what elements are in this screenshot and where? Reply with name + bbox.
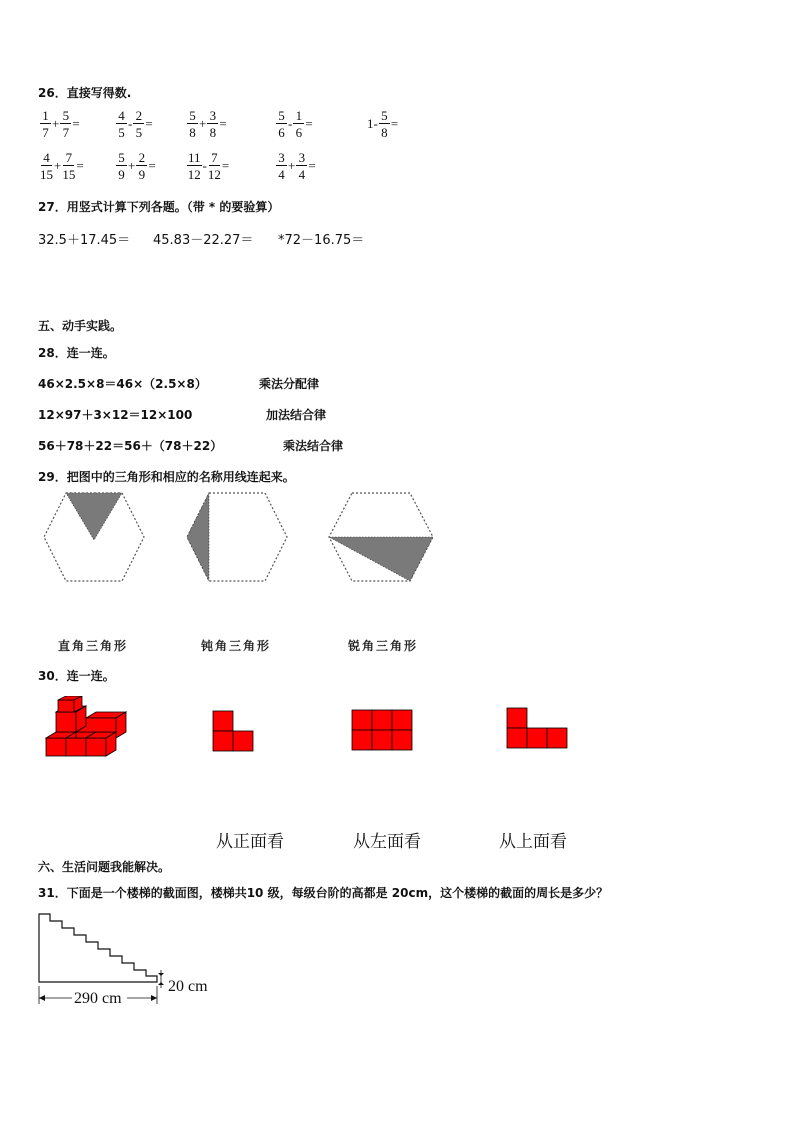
- q26-title: 26．直接写得数.: [38, 86, 132, 100]
- equals-sign: =: [221, 158, 230, 173]
- fraction: [187, 151, 202, 181]
- fraction-item: [187, 151, 230, 181]
- fraction: [207, 109, 218, 139]
- shaded-triangle-3: [329, 537, 433, 581]
- q28-law-3: 乘法结合律: [283, 439, 344, 453]
- fraction: [296, 151, 307, 181]
- q29-name-2: 钝角三角形: [201, 639, 272, 653]
- fraction: [208, 151, 221, 181]
- operator: +: [199, 116, 207, 131]
- q28-law-2: 加法结合律: [266, 408, 327, 422]
- fraction-item: [187, 109, 228, 139]
- operator: +: [128, 158, 136, 173]
- fraction: [293, 109, 304, 139]
- q28-expression-3: 56＋78＋22＝56＋（78＋22）: [38, 439, 223, 453]
- denominator: 8: [381, 125, 388, 140]
- denominator: 15: [40, 167, 53, 182]
- equals-sign: =: [390, 116, 399, 131]
- numerator: 11: [188, 150, 201, 165]
- view-shape-3: [506, 707, 570, 749]
- numerator: 3: [276, 151, 287, 166]
- q29-name-1: 直角三角形: [58, 639, 129, 653]
- numerator: 2: [133, 109, 144, 124]
- top-cube-front: [58, 700, 74, 712]
- q28-expression-2: 12×97＋3×12＝12×100: [38, 408, 193, 422]
- lead-term: 1-: [367, 116, 378, 131]
- denominator: 7: [42, 125, 49, 140]
- denominator: 15: [62, 167, 76, 182]
- denominator: 4: [278, 167, 285, 182]
- fraction: [62, 151, 75, 181]
- view-shape-1: [212, 710, 256, 752]
- fraction-item: [40, 109, 81, 139]
- denominator: 7: [62, 125, 70, 140]
- denominator: 5: [135, 125, 143, 140]
- fraction-item: [116, 109, 154, 139]
- view-shape-2: [351, 709, 413, 751]
- shaded-triangle-1: [66, 493, 122, 540]
- numerator: 3: [296, 151, 307, 166]
- numerator: 4: [41, 151, 52, 166]
- denominator: 6: [295, 125, 303, 140]
- operator: -: [288, 116, 293, 131]
- numerator: 5: [116, 151, 127, 166]
- numerator: 5: [60, 109, 71, 124]
- numerator: 7: [209, 151, 220, 166]
- hexagon-figure-1: [40, 490, 148, 584]
- q28-law-1: 乘法分配律: [259, 377, 320, 391]
- denominator: 9: [138, 167, 146, 182]
- q30-view-top: 从上面看: [499, 832, 567, 852]
- denominator: 8: [189, 125, 196, 140]
- fraction: [40, 151, 53, 181]
- fraction-item: [276, 151, 317, 181]
- fraction: [60, 109, 71, 139]
- fraction: [40, 109, 51, 139]
- fraction: [136, 151, 147, 181]
- numerator: 5: [187, 109, 198, 124]
- q28-expression-1: 46×2.5×8＝46×（2.5×8）: [38, 377, 207, 391]
- numerator: 3: [207, 109, 218, 124]
- fraction-item: [40, 151, 85, 181]
- hexagon-figure-3: [325, 490, 437, 584]
- fraction-item: [366, 109, 399, 139]
- q28-title: 28．连一连。: [38, 346, 115, 360]
- numerator: 1: [40, 109, 51, 124]
- q29-title: 29．把图中的三角形和相应的名称用线连起来。: [38, 470, 295, 484]
- q27-item-1: 32.5＋17.45＝: [38, 233, 131, 248]
- section-6-heading: 六、生活问题我能解决。: [38, 860, 171, 874]
- denominator: 5: [118, 125, 125, 140]
- fraction: [276, 109, 287, 139]
- section-5-heading: 五、动手实践。: [38, 319, 123, 333]
- q27-title: 27．用竖式计算下列各题。（带 * 的要验算）: [38, 200, 280, 214]
- cube-stack-figure: [44, 696, 128, 758]
- q27-item-2: 45.83－22.27＝: [153, 233, 254, 248]
- operator: +: [52, 116, 60, 131]
- stair-height-label: 20 cm: [168, 978, 208, 995]
- fraction: [116, 151, 127, 181]
- numerator: 2: [136, 151, 147, 166]
- denominator: 9: [118, 167, 125, 182]
- fraction: [379, 109, 390, 139]
- equals-sign: =: [72, 116, 80, 131]
- fraction: [116, 109, 127, 139]
- fraction: [133, 109, 144, 139]
- denominator: 6: [278, 125, 285, 140]
- q29-name-3: 锐角三角形: [348, 639, 419, 653]
- q31-title: 31．下面是一个楼梯的截面图，楼梯共10 级，每级台阶的高都是 20cm，这个楼梯的截面的周长是多少？: [38, 886, 609, 900]
- equals-sign: =: [305, 116, 313, 131]
- numerator: 5: [379, 109, 390, 124]
- shaded-triangle-2: [187, 493, 209, 581]
- denominator: 8: [209, 125, 217, 140]
- operator: +: [54, 158, 62, 173]
- equals-sign: =: [76, 158, 84, 173]
- fraction-item: [276, 109, 314, 139]
- operator: -: [202, 158, 207, 173]
- equals-sign: =: [145, 116, 153, 131]
- hexagon-figure-2: [183, 490, 291, 584]
- denominator: 12: [207, 167, 221, 182]
- denominator: 12: [187, 167, 201, 182]
- numerator: 1: [293, 109, 304, 124]
- equals-sign: =: [308, 158, 316, 173]
- equals-sign: =: [148, 158, 156, 173]
- fraction: [276, 151, 287, 181]
- fraction: [187, 109, 198, 139]
- denominator: 4: [298, 167, 306, 182]
- operator: +: [288, 158, 296, 173]
- numerator: 4: [116, 109, 127, 124]
- equals-sign: =: [219, 116, 227, 131]
- staircase-outline: [39, 914, 157, 982]
- stair-width-label: 290 cm: [74, 990, 122, 1007]
- numerator: 7: [63, 151, 74, 166]
- q30-title: 30．连一连。: [38, 669, 115, 683]
- fraction-item: [116, 151, 157, 181]
- q30-view-front: 从正面看: [216, 832, 284, 852]
- q30-view-left: 从左面看: [353, 832, 421, 852]
- q27-item-3: *72－16.75＝: [278, 233, 365, 248]
- operator: -: [128, 116, 133, 131]
- numerator: 5: [276, 109, 287, 124]
